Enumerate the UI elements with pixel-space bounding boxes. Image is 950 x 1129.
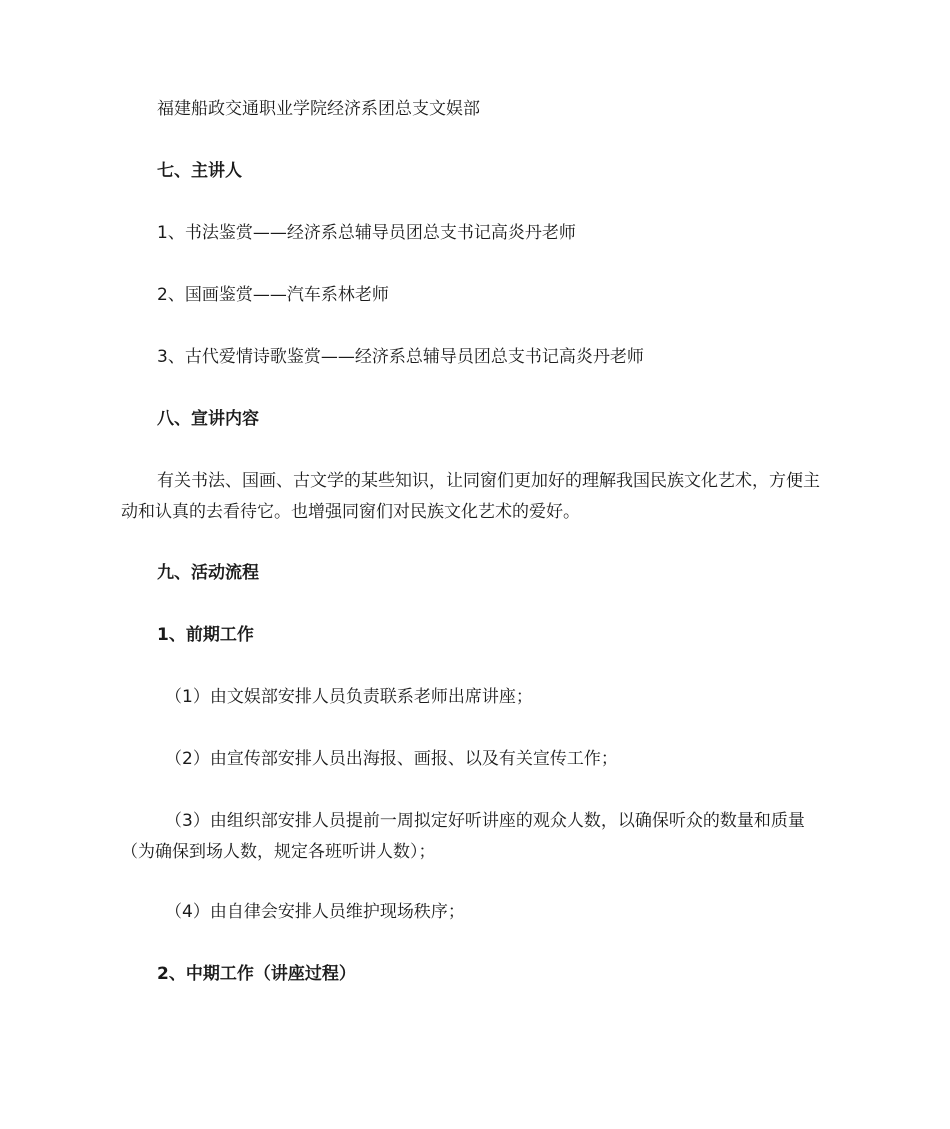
prework-item-4: （4）由自律会安排人员维护现场秩序；: [165, 902, 465, 922]
organizer-line: 福建船政交通职业学院经济系团总支文娱部: [157, 99, 480, 119]
speaker-item-3: 3、古代爱情诗歌鉴赏——经济系总辅导员团总支书记高炎丹老师: [157, 347, 644, 367]
section9-heading: 九、活动流程: [157, 563, 259, 583]
prework-item-1: （1）由文娱部安排人员负责联系老师出席讲座；: [165, 687, 533, 707]
speaker-item-2: 2、国画鉴赏——汽车系林老师: [157, 285, 389, 305]
section8-body: 有关书法、国画、古文学的某些知识，让同窗们更加好的理解我国民族文化艺术，方便主动和认真的去看待它。也增强同窗们对民族文化艺术的爱好。: [121, 471, 820, 522]
prework-item-2: （2）由宣传部安排人员出海报、画报、以及有关宣传工作；: [165, 749, 618, 769]
section7-heading: 七、主讲人: [157, 161, 242, 181]
midwork-heading: 2、中期工作（讲座过程）: [157, 964, 356, 984]
speaker-item-1: 1、书法鉴赏——经济系总辅导员团总支书记高炎丹老师: [157, 223, 576, 243]
prework-item-3: （3）由组织部安排人员提前一周拟定好听讲座的观众人数，以确保听众的数量和质量（为确保到场人数，规定各班听讲人数）；: [121, 811, 805, 862]
prework-heading: 1、前期工作: [157, 625, 254, 645]
section8-heading: 八、宣讲内容: [157, 409, 259, 429]
